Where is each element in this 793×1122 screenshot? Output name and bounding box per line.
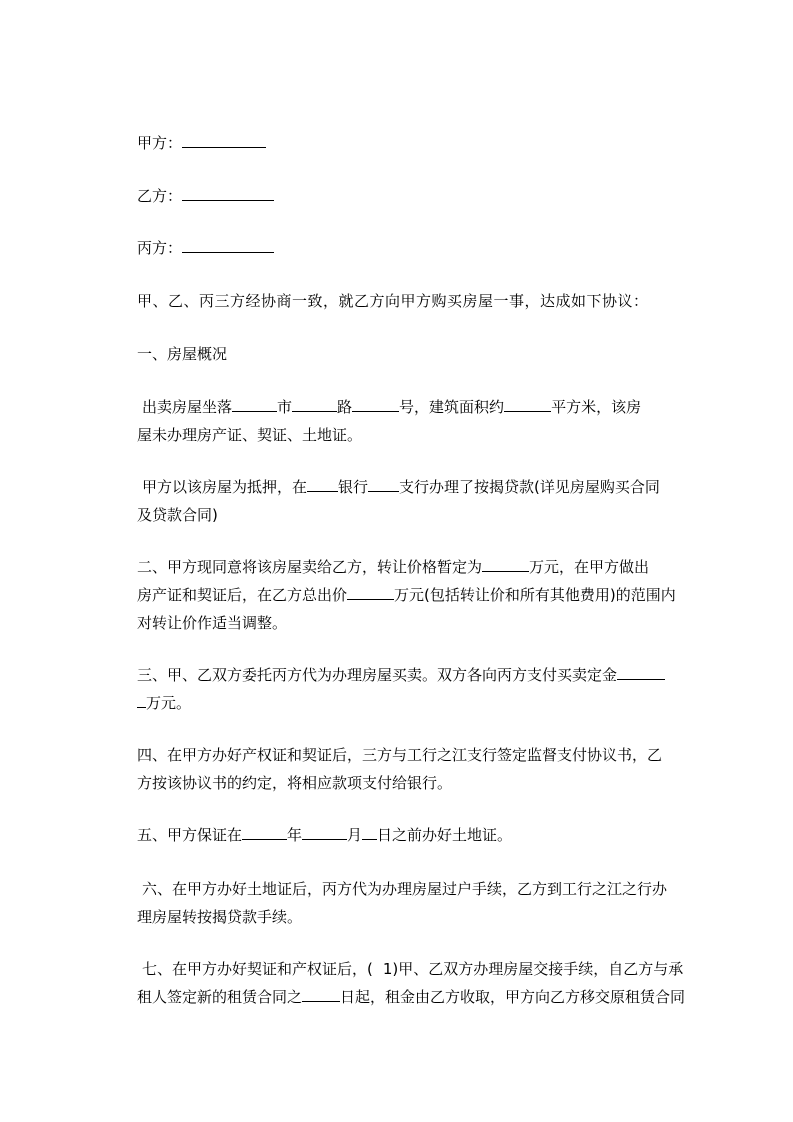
section-2-price-label: 二、甲方现同意将该房屋卖给乙方，转让价格暂定为 bbox=[137, 558, 483, 576]
section-1-heading: 一、房屋概况 bbox=[137, 345, 228, 363]
section-6-line1: 六、在甲方办好土地证后，丙方代为办理房屋过户手续，乙方到工行之江之行办 bbox=[142, 880, 668, 898]
section-3-line1 bbox=[137, 665, 665, 685]
total-price-unit: 万元(包括转让价和所有其他费用)的范围内 bbox=[394, 586, 676, 604]
area-label: 号，建筑面积约 bbox=[399, 398, 505, 416]
month-blank bbox=[302, 825, 347, 840]
section-3-line2 bbox=[137, 693, 191, 713]
section-7-line1 bbox=[142, 959, 683, 979]
month-label: 月 bbox=[347, 826, 363, 844]
day-label: 日之前办好土地证。 bbox=[377, 826, 513, 844]
party-c-blank bbox=[182, 238, 274, 253]
deposit-blank bbox=[617, 665, 665, 680]
branch-label: 支行办理了按揭贷款(详见房屋购买合同 bbox=[399, 478, 660, 496]
party-a-blank bbox=[182, 133, 266, 148]
bank-blank bbox=[307, 477, 338, 492]
section-4-line1: 四、在甲方办好产权证和契证后，三方与工行之江支行签定监督支付协议书，乙 bbox=[137, 746, 663, 764]
location-label: 出卖房屋坐落 bbox=[142, 398, 233, 416]
number-blank bbox=[352, 397, 399, 412]
city-label: 市 bbox=[277, 398, 293, 416]
section-2-line1 bbox=[137, 557, 649, 577]
total-price-blank bbox=[347, 585, 394, 600]
city-blank bbox=[232, 397, 277, 412]
lease-day-blank bbox=[302, 987, 340, 1002]
total-price-label: 房产证和契证后，在乙方总出价 bbox=[137, 586, 348, 604]
road-label: 路 bbox=[337, 398, 353, 416]
bank-label: 银行 bbox=[338, 478, 369, 496]
section-3-text: 三、甲、乙双方委托丙方代为办理房屋买卖。双方各向丙方支付买卖定金 bbox=[137, 666, 618, 684]
party-a-line bbox=[137, 133, 266, 153]
section-4-line2: 方按该协议书的约定，将相应款项支付给银行。 bbox=[137, 774, 453, 792]
deposit-blank-continued bbox=[137, 693, 146, 708]
section-1-p2-line2: 及贷款合同) bbox=[137, 506, 218, 524]
section-7-lead: 七、在甲方办好契证和产权证后，( bbox=[142, 960, 373, 978]
section-1-p1-line1 bbox=[142, 397, 641, 417]
section-2-line2 bbox=[137, 585, 676, 605]
party-a-label: 甲方： bbox=[137, 134, 183, 152]
section-2-line3: 对转让价作适当调整。 bbox=[137, 614, 288, 632]
road-blank bbox=[292, 397, 337, 412]
section-2-price-unit: 万元，在甲方做出 bbox=[529, 558, 650, 576]
rent-text: 日起，租金由乙方收取，甲方向乙方移交原租赁合同 bbox=[340, 988, 686, 1006]
mortgage-label: 甲方以该房屋为抵押，在 bbox=[142, 478, 308, 496]
lease-label: 租人签定新的租赁合同之 bbox=[137, 988, 303, 1006]
price-blank bbox=[482, 557, 529, 572]
year-label: 年 bbox=[287, 826, 303, 844]
area-blank bbox=[504, 397, 551, 412]
sqm-label: 平方米，该房 bbox=[551, 398, 642, 416]
party-b-line bbox=[137, 186, 274, 206]
section-7-item-1: 1)甲、乙双方办理房屋交接手续，自乙方与承 bbox=[382, 960, 684, 978]
intro-paragraph: 甲、乙、丙三方经协商一致，就乙方向甲方购买房屋一事，达成如下协议： bbox=[137, 292, 649, 310]
branch-blank bbox=[368, 477, 399, 492]
party-b-label: 乙方： bbox=[137, 187, 183, 205]
party-b-blank bbox=[182, 186, 274, 201]
day-blank bbox=[362, 825, 377, 840]
section-3-unit: 万元。 bbox=[146, 694, 192, 712]
party-c-label: 丙方： bbox=[137, 239, 183, 257]
section-7-line2 bbox=[137, 987, 685, 1007]
section-5-line bbox=[137, 825, 512, 845]
section-1-p2-line1 bbox=[142, 477, 660, 497]
section-6-line2: 理房屋转按揭贷款手续。 bbox=[137, 908, 303, 926]
party-c-line bbox=[137, 238, 274, 258]
year-blank bbox=[242, 825, 287, 840]
section-1-p1-line2: 屋未办理房产证、契证、土地证。 bbox=[137, 426, 363, 444]
section-5-label: 五、甲方保证在 bbox=[137, 826, 243, 844]
